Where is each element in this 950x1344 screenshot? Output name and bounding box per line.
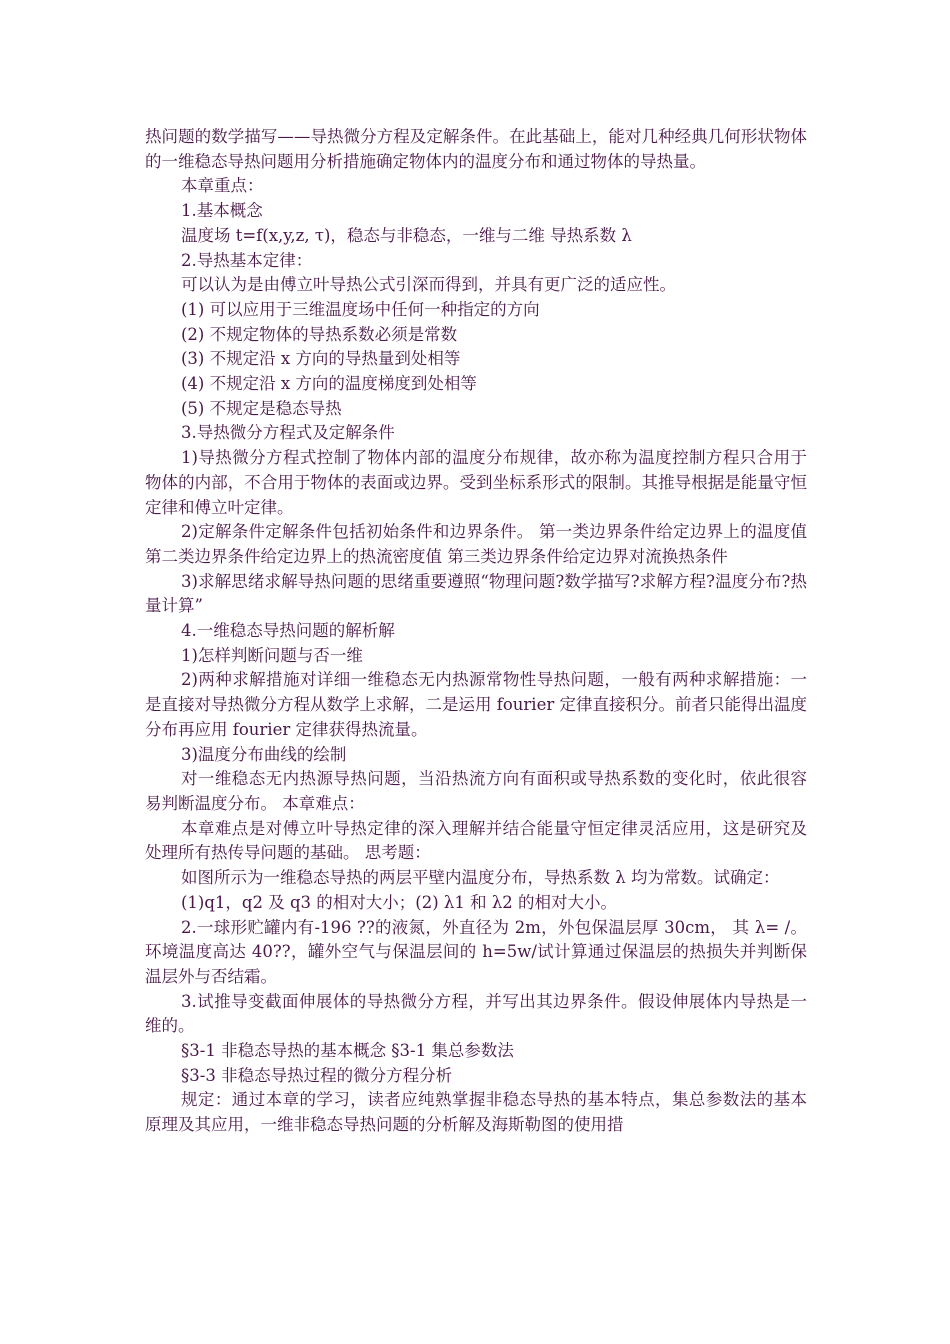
list-item: (5) 不规定是稳态导热 (181, 398, 342, 418)
paragraph: 对一维稳态无内热源导热问题，当沿热流方向有面积或导热系数的变化时，依此很容易判断温度分布。 本章难点： (145, 769, 807, 813)
paragraph: 规定：通过本章的学习，读者应纯熟掌握非稳态导热的基本特点，集总参数法的基本原理及其应用，一维非稳态导热问题的分析解及海斯勒图的使用措 (145, 1090, 807, 1135)
section-heading: §3-3 非稳态导热过程的微分方程分析 (181, 1065, 453, 1085)
section-heading: §3-1 非稳态导热的基本概念 §3-1 集总参数法 (181, 1041, 514, 1061)
paragraph: 1)怎样判断问题与否一维 (181, 645, 363, 665)
paragraph: 2)两种求解措施对详细一维稳态无内热源常物性导热问题，一般有两种求解措施：一是直接对导热微分方程从数学上求解，二是运用 fourier 定律直接积分。前者只能得出温度分布再应用 fourier 定律获得热流量。 (145, 670, 807, 739)
list-item: (2) 不规定物体的导热系数必须是常数 (181, 324, 458, 344)
list-item: (1) 可以应用于三维温度场中任何一种指定的方向 (181, 299, 540, 319)
paragraph: (1)q1，q2 及 q3 的相对大小；(2) λ1 和 λ2 的相对大小。 (181, 892, 618, 912)
paragraph: 如图所示为一维稳态导热的两层平壁内温度分布，导热系数 λ 均为常数。试确定： (181, 868, 780, 888)
paragraph: 3)温度分布曲线的绘制 (181, 744, 347, 764)
paragraph: 热问题的数学描写——导热微分方程及定解条件。在此基础上，能对几种经典几何形状物体的一维稳态导热问题用分析措施确定物体内的温度分布和通过物体的导热量。 (145, 127, 807, 171)
paragraph: 本章难点是对傅立叶导热定律的深入理解并结合能量守恒定律灵活应用，这是研究及处理所有热传导问题的基础。 思考题： (145, 818, 807, 863)
section-heading: 3.导热微分方程式及定解条件 (181, 423, 395, 443)
section-heading-key-points: 本章重点： (181, 176, 264, 196)
list-item: (4) 不规定沿 x 方向的温度梯度到处相等 (181, 374, 477, 394)
paragraph: 温度场 t=f(x,y,z, τ)，稳态与非稳态，一维与二维 导热系数 λ (181, 225, 632, 245)
paragraph: 2.一球形贮罐内有-196 ??的液氮，外直径为 2m，外包保温层厚 30cm， 其 λ= /。环境温度高达 40??，罐外空气与保温层间的 h=5w/试计算通过保温层的热损失并判断保温层外与否结霜。 (145, 917, 807, 986)
section-heading: 4.一维稳态导热问题的解析解 (181, 621, 395, 641)
paragraph: 3)求解思绪求解导热问题的思绪重要遵照“物理问题?数学描写?求解方程?温度分布?热量计算” (145, 571, 807, 616)
paragraph: 1)导热微分方程式控制了物体内部的温度分布规律，故亦称为温度控制方程只合用于物体的内部，不合用于物体的表面或边界。受到坐标系形式的限制。其推导根据是能量守恒定律和傅立叶定律。 (145, 448, 807, 517)
list-item: (3) 不规定沿 x 方向的导热量到处相等 (181, 349, 461, 369)
paragraph: 2)定解条件定解条件包括初始条件和边界条件。 第一类边界条件给定边界上的温度值 第二类边界条件给定边界上的热流密度值 第三类边界条件给定边界对流换热条件 (145, 522, 807, 566)
paragraph: 3.试推导变截面伸展体的导热微分方程，并写出其边界条件。假设伸展体内导热是一维的。 (145, 991, 807, 1036)
paragraph: 可以认为是由傅立叶导热公式引深而得到，并具有更广泛的适应性。 (181, 275, 676, 295)
section-heading: 2.导热基本定律： (181, 250, 313, 270)
document-body (145, 125, 807, 1138)
section-heading: 1.基本概念 (181, 201, 263, 221)
